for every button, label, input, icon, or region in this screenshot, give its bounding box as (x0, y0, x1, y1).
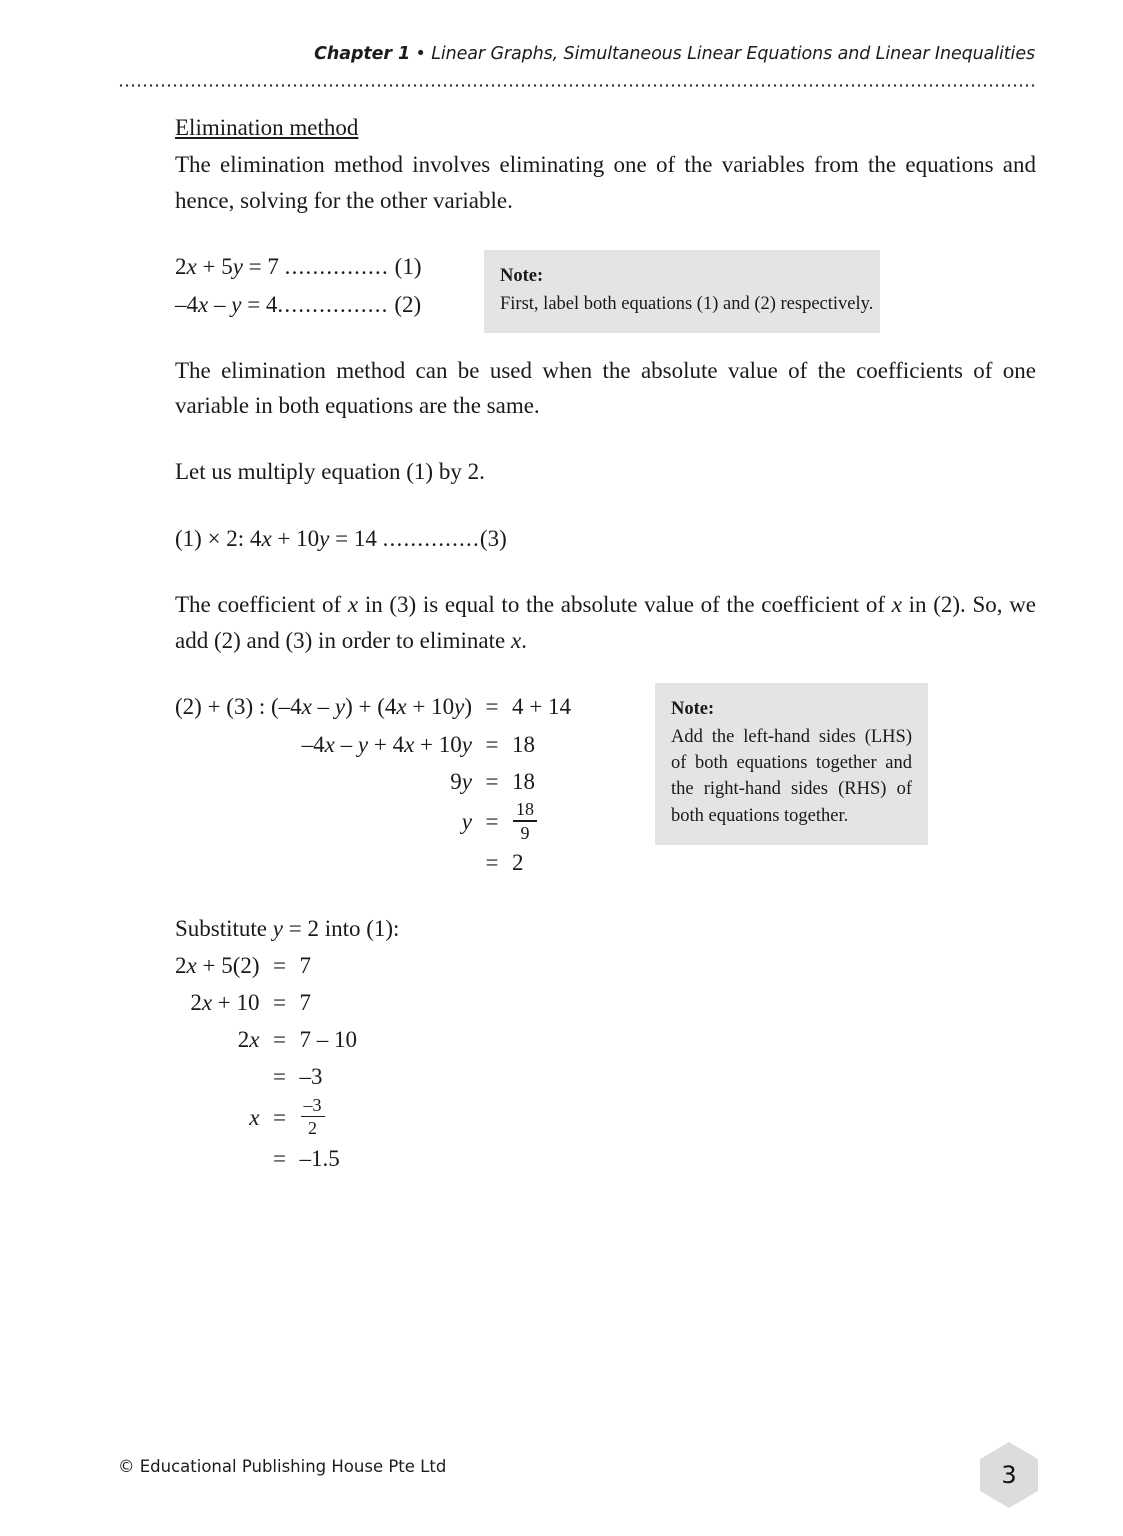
equation-1-rhs: = 7 (242, 254, 285, 280)
substitution-relation: = (273, 952, 286, 978)
section-heading-text: Elimination method (175, 115, 359, 140)
elimination-relation: = (485, 694, 499, 720)
note-body: Add the left-hand sides (LHS) of both equations together and the right-hand sides (RHS) of both equations together. (671, 726, 912, 826)
coefficient-paragraph-part-b: in (3) is equal to the absolute value of the coefficient of (358, 592, 892, 617)
equation-3-label: (3) (479, 525, 507, 551)
substitution-rhs: –3 (299, 1064, 323, 1090)
elimination-rhs: 2 (512, 849, 524, 875)
header-dotted-rule (118, 84, 1035, 87)
header-chapter-label: Chapter 1 (314, 44, 411, 64)
elimination-lhs: –4x – y + 4x + 10y (301, 731, 472, 757)
elimination-rhs: 4 + 14 (512, 694, 571, 720)
elimination-row (175, 800, 571, 844)
substitution-rhs: 7 (299, 989, 312, 1015)
condition-paragraph: The elimination method can be used when the absolute value of the coefficients of one variable in both equations are the same. (175, 357, 1036, 419)
page-number-badge (980, 1442, 1038, 1508)
substitution-intro-var-y: y (272, 916, 283, 942)
equation-1-var-y: y (232, 254, 243, 280)
equation-2-label: (2) (388, 291, 422, 317)
equation-2 (175, 286, 1036, 323)
equation-2-operator: – (208, 291, 232, 317)
substitution-lhs: 2x (237, 1027, 260, 1053)
substitution-working-stack (175, 947, 357, 1177)
equation-2-rhs: = 4 (241, 291, 278, 317)
coefficient-paragraph (175, 587, 1036, 658)
elimination-row (175, 688, 571, 725)
coefficient-paragraph-part-c: in (2). So, we add (2) and (3) in order to eliminate (175, 592, 1037, 653)
header-title-line (314, 44, 1035, 64)
elimination-row (175, 844, 571, 881)
fraction-denominator: 9 (520, 822, 530, 843)
intro-paragraph: The elimination method involves eliminating one of the variables from the equations and hence, solving for the other variable. (175, 152, 1036, 213)
coefficient-paragraph-var-x3: x (510, 627, 522, 653)
note-body: First, label both equations (1) and (2) respectively. (500, 293, 874, 314)
equation-3-var-y: y (319, 525, 330, 551)
elimination-lhs (175, 844, 481, 881)
section-heading (175, 112, 1036, 143)
spacer (175, 557, 1036, 587)
multiply-instruction-paragraph: Let us multiply equation (1) by 2. (175, 459, 485, 485)
page-content (175, 112, 1036, 1177)
elimination-lhs: y (461, 808, 472, 834)
substitution-relation: = (273, 989, 286, 1015)
coefficient-paragraph-var-x2: x (891, 592, 902, 617)
equation-2-coefficient: –4 (175, 291, 198, 317)
substitution-row (175, 1021, 357, 1058)
note-title: Note: (671, 699, 715, 719)
substitution-lhs: x (249, 1104, 260, 1130)
page-number-text: 3 (1001, 1461, 1017, 1489)
substitution-lhs (175, 1140, 269, 1177)
equation-1-coefficient: 2 (175, 254, 187, 280)
coefficient-paragraph-var-x1: x (347, 592, 359, 617)
header-chapter-title: Linear Graphs, Simultaneous Linear Equations and Linear Inequalities (431, 44, 1035, 64)
substitution-relation: = (273, 1104, 286, 1130)
elimination-rhs: 18 (512, 731, 535, 757)
substitution-relation: = (273, 1064, 286, 1090)
coefficient-paragraph-part-d: . (521, 627, 527, 653)
equation-3-var-x: x (261, 525, 272, 551)
fraction-numerator: 18 (516, 799, 534, 820)
spacer (175, 658, 1036, 688)
spacer (175, 424, 1036, 454)
equation-2-dot-leader: ................ (277, 291, 389, 317)
substitution-fraction (301, 1095, 325, 1139)
elimination-working-stack (175, 688, 571, 881)
elimination-lhs: (2) + (3) : (–4x – y) + (4x + 10y) (175, 694, 472, 720)
substitution-row (175, 1140, 357, 1177)
substitution-row (175, 1096, 357, 1140)
elimination-lhs: 9y (450, 768, 472, 794)
equation-1-dot-leader: ............... (284, 254, 389, 280)
equation-2-var-x: x (198, 291, 209, 317)
substitution-row (175, 984, 357, 1021)
substitution-relation: = (273, 1145, 286, 1171)
spacer (175, 881, 1036, 911)
equation-1 (175, 248, 1036, 285)
equation-3-rhs: = 14 (329, 525, 383, 551)
elimination-row (175, 763, 571, 800)
substitution-row (175, 947, 357, 984)
equation-1-label: (1) (388, 254, 422, 280)
elimination-rhs: 18 (512, 768, 535, 794)
header-bullet-separator: • (410, 44, 432, 64)
substitution-rhs: 7 (299, 952, 312, 978)
elimination-fraction (513, 799, 537, 843)
elimination-relation: = (485, 768, 499, 794)
substitution-intro (175, 911, 1036, 947)
fraction-denominator: 2 (308, 1118, 318, 1139)
fraction-numerator: –3 (303, 1094, 322, 1115)
substitution-rhs (291, 1096, 358, 1140)
substitution-rhs: –1.5 (299, 1145, 340, 1171)
equation-3-prefix: (1) × 2: 4 (175, 525, 262, 551)
equation-3-dot-leader: .............. (382, 525, 480, 551)
spacer (175, 323, 1036, 353)
page-header (118, 44, 1035, 64)
spacer (175, 218, 1036, 248)
coefficient-paragraph-part-a: The coefficient of (175, 592, 348, 617)
note-title: Note: (500, 266, 544, 286)
equation-2-var-y: y (231, 291, 242, 317)
fraction-bar (513, 820, 537, 822)
substitution-lhs: 2x + 5(2) (175, 952, 260, 978)
elimination-row (175, 726, 571, 763)
elimination-relation: = (485, 808, 499, 834)
substitution-intro-part-a: Substitute (175, 916, 273, 942)
equation-3 (175, 520, 1036, 557)
substitution-row (175, 1058, 357, 1095)
elimination-relation: = (485, 849, 499, 875)
equation-1-var-x: x (186, 254, 197, 280)
elimination-relation: = (485, 731, 499, 757)
substitution-relation: = (273, 1027, 286, 1053)
fraction-bar (301, 1116, 325, 1118)
substitution-lhs: 2x + 10 (190, 989, 260, 1015)
equation-1-term: + 5 (196, 254, 233, 280)
elimination-rhs (503, 800, 571, 844)
substitution-intro-part-b: = 2 into (1): (282, 916, 400, 942)
substitution-lhs (175, 1058, 269, 1095)
footer-copyright: © Educational Publishing House Pte Ltd (118, 1457, 447, 1476)
equation-3-term: + 10 (271, 525, 320, 551)
spacer (175, 490, 1036, 520)
substitution-rhs: 7 – 10 (299, 1027, 358, 1053)
